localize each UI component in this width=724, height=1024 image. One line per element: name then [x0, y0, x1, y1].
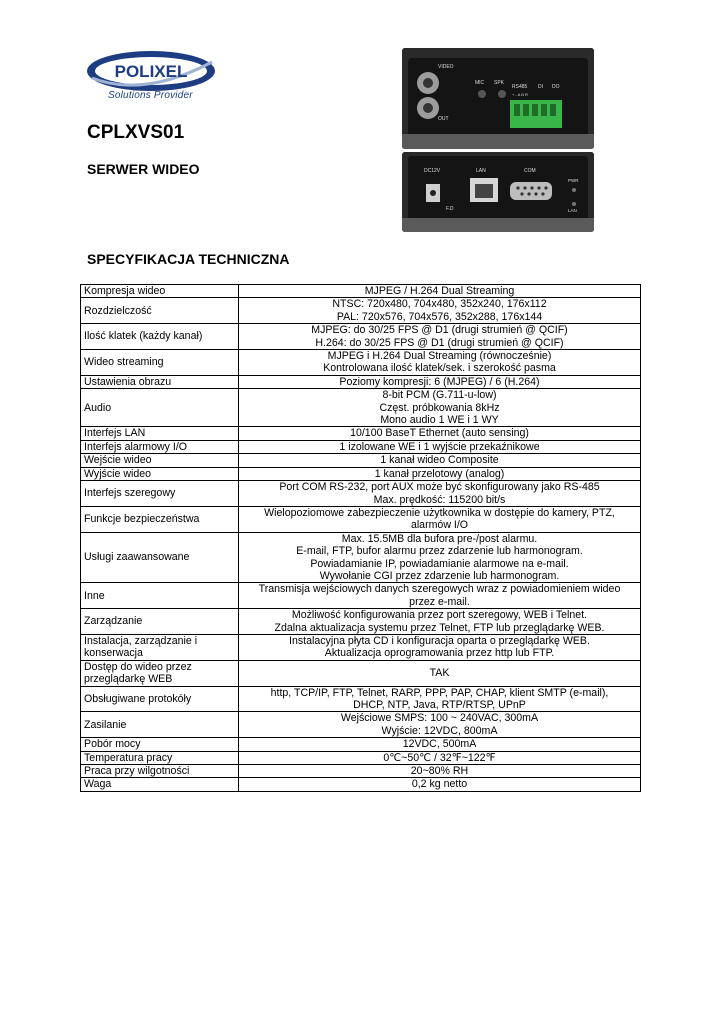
spec-value-line: Max. prędkość: 115200 bit/s: [373, 493, 506, 506]
spec-row: [81, 467, 641, 480]
spec-key: Zarządzanie: [81, 609, 239, 635]
label-di: DI: [538, 84, 543, 90]
product-subtitle: SERWER WIDEO: [87, 161, 200, 177]
spec-row: [81, 324, 641, 350]
label-do: DO: [552, 84, 560, 90]
spec-key: Praca przy wilgotności: [81, 765, 239, 778]
spec-value-line: Powiadamianie IP, powiadamianie alarmowe na e-mail.: [310, 557, 569, 570]
spec-value-line: 8-bit PCM (G.711-u-low): [382, 389, 497, 402]
spec-value-line: PAL: 720x576, 704x576, 352x288, 176x144: [336, 310, 543, 323]
spec-row: [81, 532, 641, 583]
spec-row: [81, 454, 641, 467]
spec-value-line: Kontrolowana ilość klatek/sek. i szerokość pasma: [323, 362, 556, 375]
spec-value-line: Wywołanie CGI przez zdarzenie lub harmonogram.: [319, 569, 560, 582]
spec-value: [239, 427, 641, 440]
spec-value-line: E-mail, FTP, bufor alarmu przez zdarzenie lub harmonogram.: [296, 545, 583, 558]
spec-value-line: 10/100 BaseT Ethernet (auto sensing): [350, 427, 529, 440]
spec-value-line: przez e-mail.: [409, 595, 470, 608]
spec-value: [239, 506, 641, 532]
spec-value-line: MJPEG / H.264 Dual Streaming: [364, 285, 515, 297]
spec-value: [239, 609, 641, 635]
spec-value: [239, 738, 641, 751]
spec-value: [239, 440, 641, 453]
label-com: COM: [524, 168, 536, 174]
spec-value-line: Instalacyjna płyta CD i konfiguracja oparta o przeglądarkę WEB.: [289, 634, 590, 647]
spec-row: [81, 634, 641, 660]
logo-ellipse-graphic: [84, 48, 220, 94]
spec-value: [239, 298, 641, 324]
product-code-title: CPLXVS01: [87, 122, 185, 143]
label-fd: F.D: [446, 206, 454, 212]
spec-value-line: 0℃~50℃ / 32℉~122℉: [383, 751, 496, 764]
spec-key: Wideo streaming: [81, 350, 239, 376]
spec-value-line: 1 kanał przelotowy (analog): [374, 467, 505, 480]
label-spk: SPK: [494, 80, 505, 86]
spec-value-line: Aktualizacja oprogramowania przez http lub FTP.: [324, 647, 555, 660]
spec-key: Ustawienia obrazu: [81, 375, 239, 388]
spec-value-line: Możliwość konfigurowania przez port szeregowy, WEB i Telnet.: [291, 609, 588, 622]
spec-key: Instalacja, zarządzanie i konserwacja: [81, 634, 239, 660]
logo-tagline: Solutions Provider: [108, 90, 193, 101]
spec-value-line: Transmisja wejściowych danych szeregowych wraz z powiadomieniem wideo: [258, 583, 621, 596]
spec-row: [81, 765, 641, 778]
spec-key: Funkcje bezpieczeństwa: [81, 506, 239, 532]
spec-key: Inne: [81, 583, 239, 609]
spec-value-line: Wyjście: 12VDC, 800mA: [381, 724, 498, 737]
spec-value-line: http, TCP/IP, FTP, Telnet, RARP, PPP, PAP, CHAP, klient SMTP (e-mail),: [270, 686, 609, 699]
spec-value-line: Wejściowe SMPS: 100 ~ 240VAC, 300mA: [340, 712, 539, 725]
section-heading: SPECYFIKACJA TECHNICZNA: [87, 251, 290, 267]
label-video: VIDEO: [438, 64, 454, 70]
spec-row: [81, 778, 641, 791]
spec-key: Dostęp do wideo przez przeglądarkę WEB: [81, 660, 239, 686]
label-rs485: RS485: [512, 84, 528, 90]
spec-key: Obsługiwane protokóły: [81, 686, 239, 712]
spec-value: [239, 583, 641, 609]
spec-row: [81, 298, 641, 324]
label-lan-led: LAN: [568, 208, 577, 213]
spec-value-line: 12VDC, 500mA: [402, 738, 477, 751]
spec-row: [81, 738, 641, 751]
spec-value: [239, 634, 641, 660]
label-mic: MIC: [475, 80, 485, 86]
spec-row: [81, 285, 641, 298]
spec-row: [81, 751, 641, 764]
spec-value-line: 1 izolowane WE i 1 wyjście przekaźnikowe: [339, 440, 540, 453]
label-dc12v: DC12V: [424, 168, 441, 174]
spec-value-line: H.264: do 30/25 FPS @ D1 (drugi strumień @ QCIF): [315, 336, 564, 349]
spec-value: [239, 712, 641, 738]
spec-row: [81, 609, 641, 635]
label-out: OUT: [438, 116, 449, 122]
spec-value-line: Port COM RS-232, port AUX może być skonfigurowany jako RS-485: [279, 481, 600, 494]
spec-table-body: [81, 285, 641, 792]
spec-key: Temperatura pracy: [81, 751, 239, 764]
spec-key: Pobór mocy: [81, 738, 239, 751]
spec-value-line: MJPEG i H.264 Dual Streaming (równocześnie): [327, 350, 552, 363]
spec-value: [239, 660, 641, 686]
spec-value-line: NTSC: 720x480, 704x480, 352x240, 176x112: [332, 298, 547, 311]
spec-value: [239, 765, 641, 778]
spec-row: [81, 389, 641, 427]
spec-row: [81, 481, 641, 507]
spec-value-line: 0,2 kg netto: [411, 778, 468, 791]
spec-row: [81, 583, 641, 609]
spec-value-line: 20~80% RH: [410, 765, 469, 778]
spec-value: [239, 350, 641, 376]
spec-table: [80, 284, 641, 792]
spec-key: Wyjście wideo: [81, 467, 239, 480]
spec-value-line: Poziomy kompresji: 6 (MJPEG) / 6 (H.264): [339, 375, 540, 388]
spec-row: [81, 375, 641, 388]
label-lan-port: LAN: [476, 168, 486, 174]
spec-value-line: TAK: [429, 666, 450, 679]
spec-key: Kompresja wideo: [81, 285, 239, 298]
spec-value: [239, 686, 641, 712]
spec-row: [81, 506, 641, 532]
spec-key: Ilość klatek (każdy kanał): [81, 324, 239, 350]
spec-value: [239, 467, 641, 480]
spec-key: Interfejs szeregowy: [81, 481, 239, 507]
logo-brand-text: POLIXEL: [114, 62, 188, 81]
spec-value: [239, 285, 641, 298]
spec-row: [81, 712, 641, 738]
spec-value-line: Częst. próbkowania 8kHz: [379, 401, 500, 414]
spec-key: Interfejs LAN: [81, 427, 239, 440]
spec-value-line: Mono audio 1 WE i 1 WY: [380, 414, 499, 427]
spec-key: Interfejs alarmowy I/O: [81, 440, 239, 453]
spec-value-line: Zdalna aktualizacja systemu przez Telnet, FTP lub przeglądarkę WEB.: [274, 621, 605, 634]
spec-value: [239, 454, 641, 467]
spec-value: [239, 375, 641, 388]
spec-value-line: Max. 15.5MB dla bufora pre-/post alarmu.: [341, 532, 538, 545]
spec-value-line: MJPEG: do 30/25 FPS @ D1 (drugi strumień @ QCIF): [311, 324, 568, 337]
label-terminal-pins: + - A B R: [512, 92, 528, 97]
spec-key: Rozdzielczość: [81, 298, 239, 324]
spec-key: Waga: [81, 778, 239, 791]
spec-key: Wejście wideo: [81, 454, 239, 467]
spec-value: [239, 389, 641, 427]
spec-row: [81, 686, 641, 712]
spec-value-line: alarmów I/O: [410, 519, 469, 532]
device-photo-io-panel: [402, 48, 594, 149]
spec-value-line: Wielopoziomowe zabezpieczenie użytkownika w dostępie do kamery, PTZ,: [264, 506, 615, 519]
spec-value-line: 1 kanał wideo Composite: [380, 454, 499, 467]
spec-value: [239, 481, 641, 507]
label-pwr: PWR: [568, 178, 579, 183]
spec-value: [239, 324, 641, 350]
spec-row: [81, 440, 641, 453]
spec-key: Zasilanie: [81, 712, 239, 738]
spec-row: [81, 350, 641, 376]
spec-key: Usługi zaawansowane: [81, 532, 239, 583]
spec-key: Audio: [81, 389, 239, 427]
spec-value: [239, 778, 641, 791]
spec-row: [81, 427, 641, 440]
spec-value: [239, 751, 641, 764]
device-photo-lan-panel: [402, 152, 594, 232]
spec-value-line: DHCP, NTP, Java, RTP/RTSP, UPnP: [353, 699, 526, 711]
spec-value: [239, 532, 641, 583]
spec-row: [81, 660, 641, 686]
polixel-logo: [84, 48, 220, 110]
